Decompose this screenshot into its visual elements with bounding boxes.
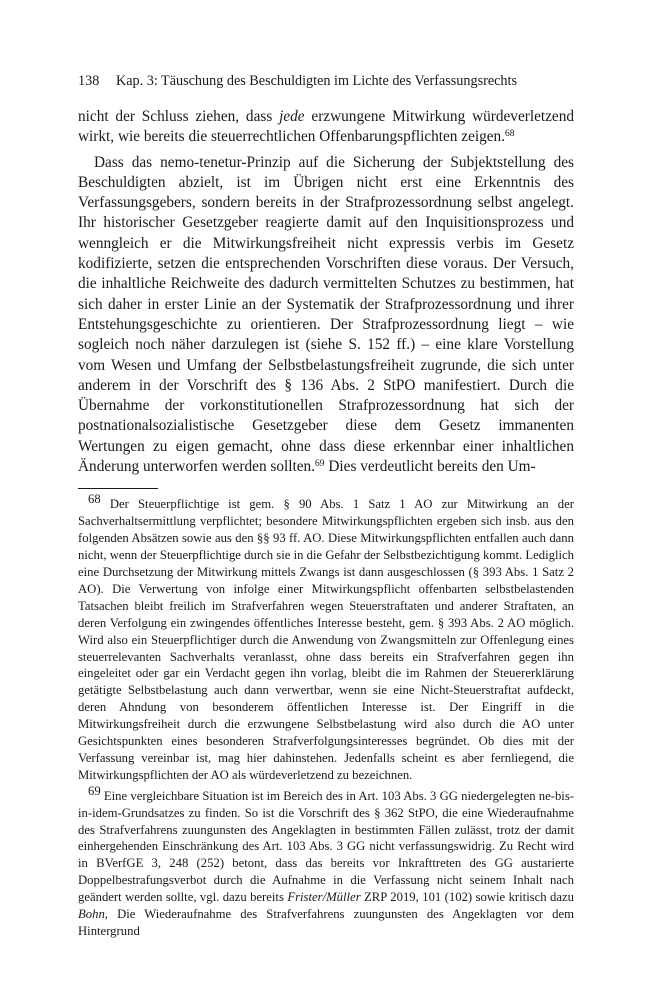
footnote-separator [78,488,158,489]
main-text [78,107,574,477]
paragraph-1-text-b: erzwungene Mitwirkung würdeverletzend wirkt, wie bereits die steuerrechtlichen Offenbarungspflichten zeigen. [78,108,574,146]
footnote-ref-69[interactable]: 69 [315,459,325,470]
footnote-69-text-c: , Die Wiederaufnahme des Strafverfahrens zuungunsten des Angeklagten vor dem Hintergrund [78,907,574,938]
footnote-number-68: 68 [88,492,101,507]
paragraph-1-text-a: nicht der Schluss ziehen, dass [78,108,280,125]
footnote-69-text-a: Eine vergleichbare Situation ist im Bereich des in Art. 103 Abs. 3 GG niedergelegten ne-bis-in-idem-Grundsatzes zu finden. So ist die Vorschrift des § 362 StPO, die eine Wiederaufnahme des Strafverfahrens zuungunsten des Angeklagten in bestimmten Fällen zulässt, trotz der damit einhergehenden Einschränkung des Art. 103 Abs. 3 GG nicht verfassungswidrig. Zu Recht wird in BVerfGE 3, 248 (252) betont, dass das bereits vor Inkrafttreten des GG austarierte Doppelbestrafungsverbot durch die Aufnahme in die Verfassung nicht seinem Inhalt nach geändert werden sollte, vgl. dazu bereits [78,788,574,905]
footnote-ref-68[interactable]: 68 [505,129,515,140]
page [78,72,574,940]
running-title: Kap. 3: Täuschung des Beschuldigten im Lichte des Verfassungsrechts [116,73,517,89]
running-header [78,72,574,90]
paragraph-1 [78,107,574,148]
paragraph-2 [78,153,574,478]
author-frister-mueller: Frister/Müller [287,890,361,905]
footnotes [78,492,575,940]
footnote-68-text: Der Steuerpflichtige ist gem. § 90 Abs. 1 Satz 1 AO zur Mitwirkung an der Sachverhaltsermittlung verpflichtet; besondere Mitwirkungspflichten ergeben sich insb. aus den folgenden Absätzen sowie aus den §§ 93 ff. AO. Diese Mitwirkungspflichten entfallen auch dann nicht, wenn der Steuerpflichtige durch sie in die Gefahr der Selbstbezichtigung kommt. Lediglich eine Durchsetzung der Mitwirkung mittels Zwangs ist dann ausgeschlossen (§ 393 Abs. 1 Satz 2 AO). Die Verwertung von infolge einer Mitwirkungspflicht offenbarten selbstbelastenden Tatsachen bleibt freilich im Strafverfahren wegen Steuerstraftaten und anderer Straftaten, an deren Verfolgung ein zwingendes öffentliches Interesse besteht, gem. § 393 Abs. 2 AO möglich. Wird also ein Steuerpflichtiger durch die Anwendung von Zwangsmitteln zur Offenlegung eines steuerrelevanten Sachverhalts veranlasst, ohne dass bereits ein Strafverfahren gegen ihn eingeleitet oder gar ein Verdacht gegen ihn vorlag, bleibt die im Rahmen der Steuererklärung getätigte Selbstbelastung auch dann verwertbar, wenn sie eine Nicht-Steuerstraftat aufdeckt, deren Ahndung von besonderem öffentlichen Interesse ist. Der Eingriff in die Mitwirkungsfreiheit durch die erzwungene Selbstbelastung wird also durch die AO unter Gesichtspunkten eines besonderen Strafverfolgungsinteresses begründet. Ob dies mit der Verfassung vereinbar ist, mag hier dahinstehen. Jedenfalls scheint es aber fernliegend, die Mitwirkungspflichten der AO als würdeverletzend zu bezeichnen. [78,497,574,782]
emphasis-jede: jede [279,108,305,125]
paragraph-2-text-a: Dass das nemo-tenetur-Prinzip auf die Sicherung der Subjektstellung des Beschuldigten abzielt, ist im Übrigen nicht erst eine Erkenntnis des Verfassungsgebers, sondern bereits in der Strafprozessordnung selbst angelegt. Ihr historischer Gesetzgeber reagierte damit auf den Inquisitionsprozess und wenngleich er die Mitwirkungsfreiheit nicht expressis verbis im Gesetz kodifizierte, setzen die entsprechenden Vorschriften diese voraus. Der Versuch, die inhaltliche Reichweite des dadurch vermittelten Schutzes zu bestimmen, hat sich daher in erster Linie an der Systematik der Strafprozessordnung und ihrer Entstehungsgeschichte zu orientieren. Der Strafprozessordnung liegt – wie sogleich noch näher darzulegen ist (siehe S. 152 ff.) – eine klare Vorstellung vom Wesen und Umfang der Selbstbelastungsfreiheit zugrunde, die sich unter anderem in der Vorschrift des § 136 Abs. 2 StPO manifestiert. Durch die Übernahme der vorkonstitutionellen Strafprozessordnung hat sich der postnationalsozialistische Gesetzgeber diese dem Gesetz immanenten Wertungen zu eigen gemacht, ohne dass diese erkennbar einer inhaltlichen Änderung unterworfen werden sollten. [78,153,574,476]
author-bohn: Bohn [78,907,105,922]
footnote-68 [78,492,574,783]
footnote-number-69: 69 [88,783,101,798]
footnote-69-text-b: ZRP 2019, 101 (102) sowie kritisch dazu [360,890,575,905]
footnote-69 [78,783,575,940]
page-number: 138 [78,73,100,89]
paragraph-2-text-b: Dies verdeutlicht bereits den Um- [324,458,536,476]
